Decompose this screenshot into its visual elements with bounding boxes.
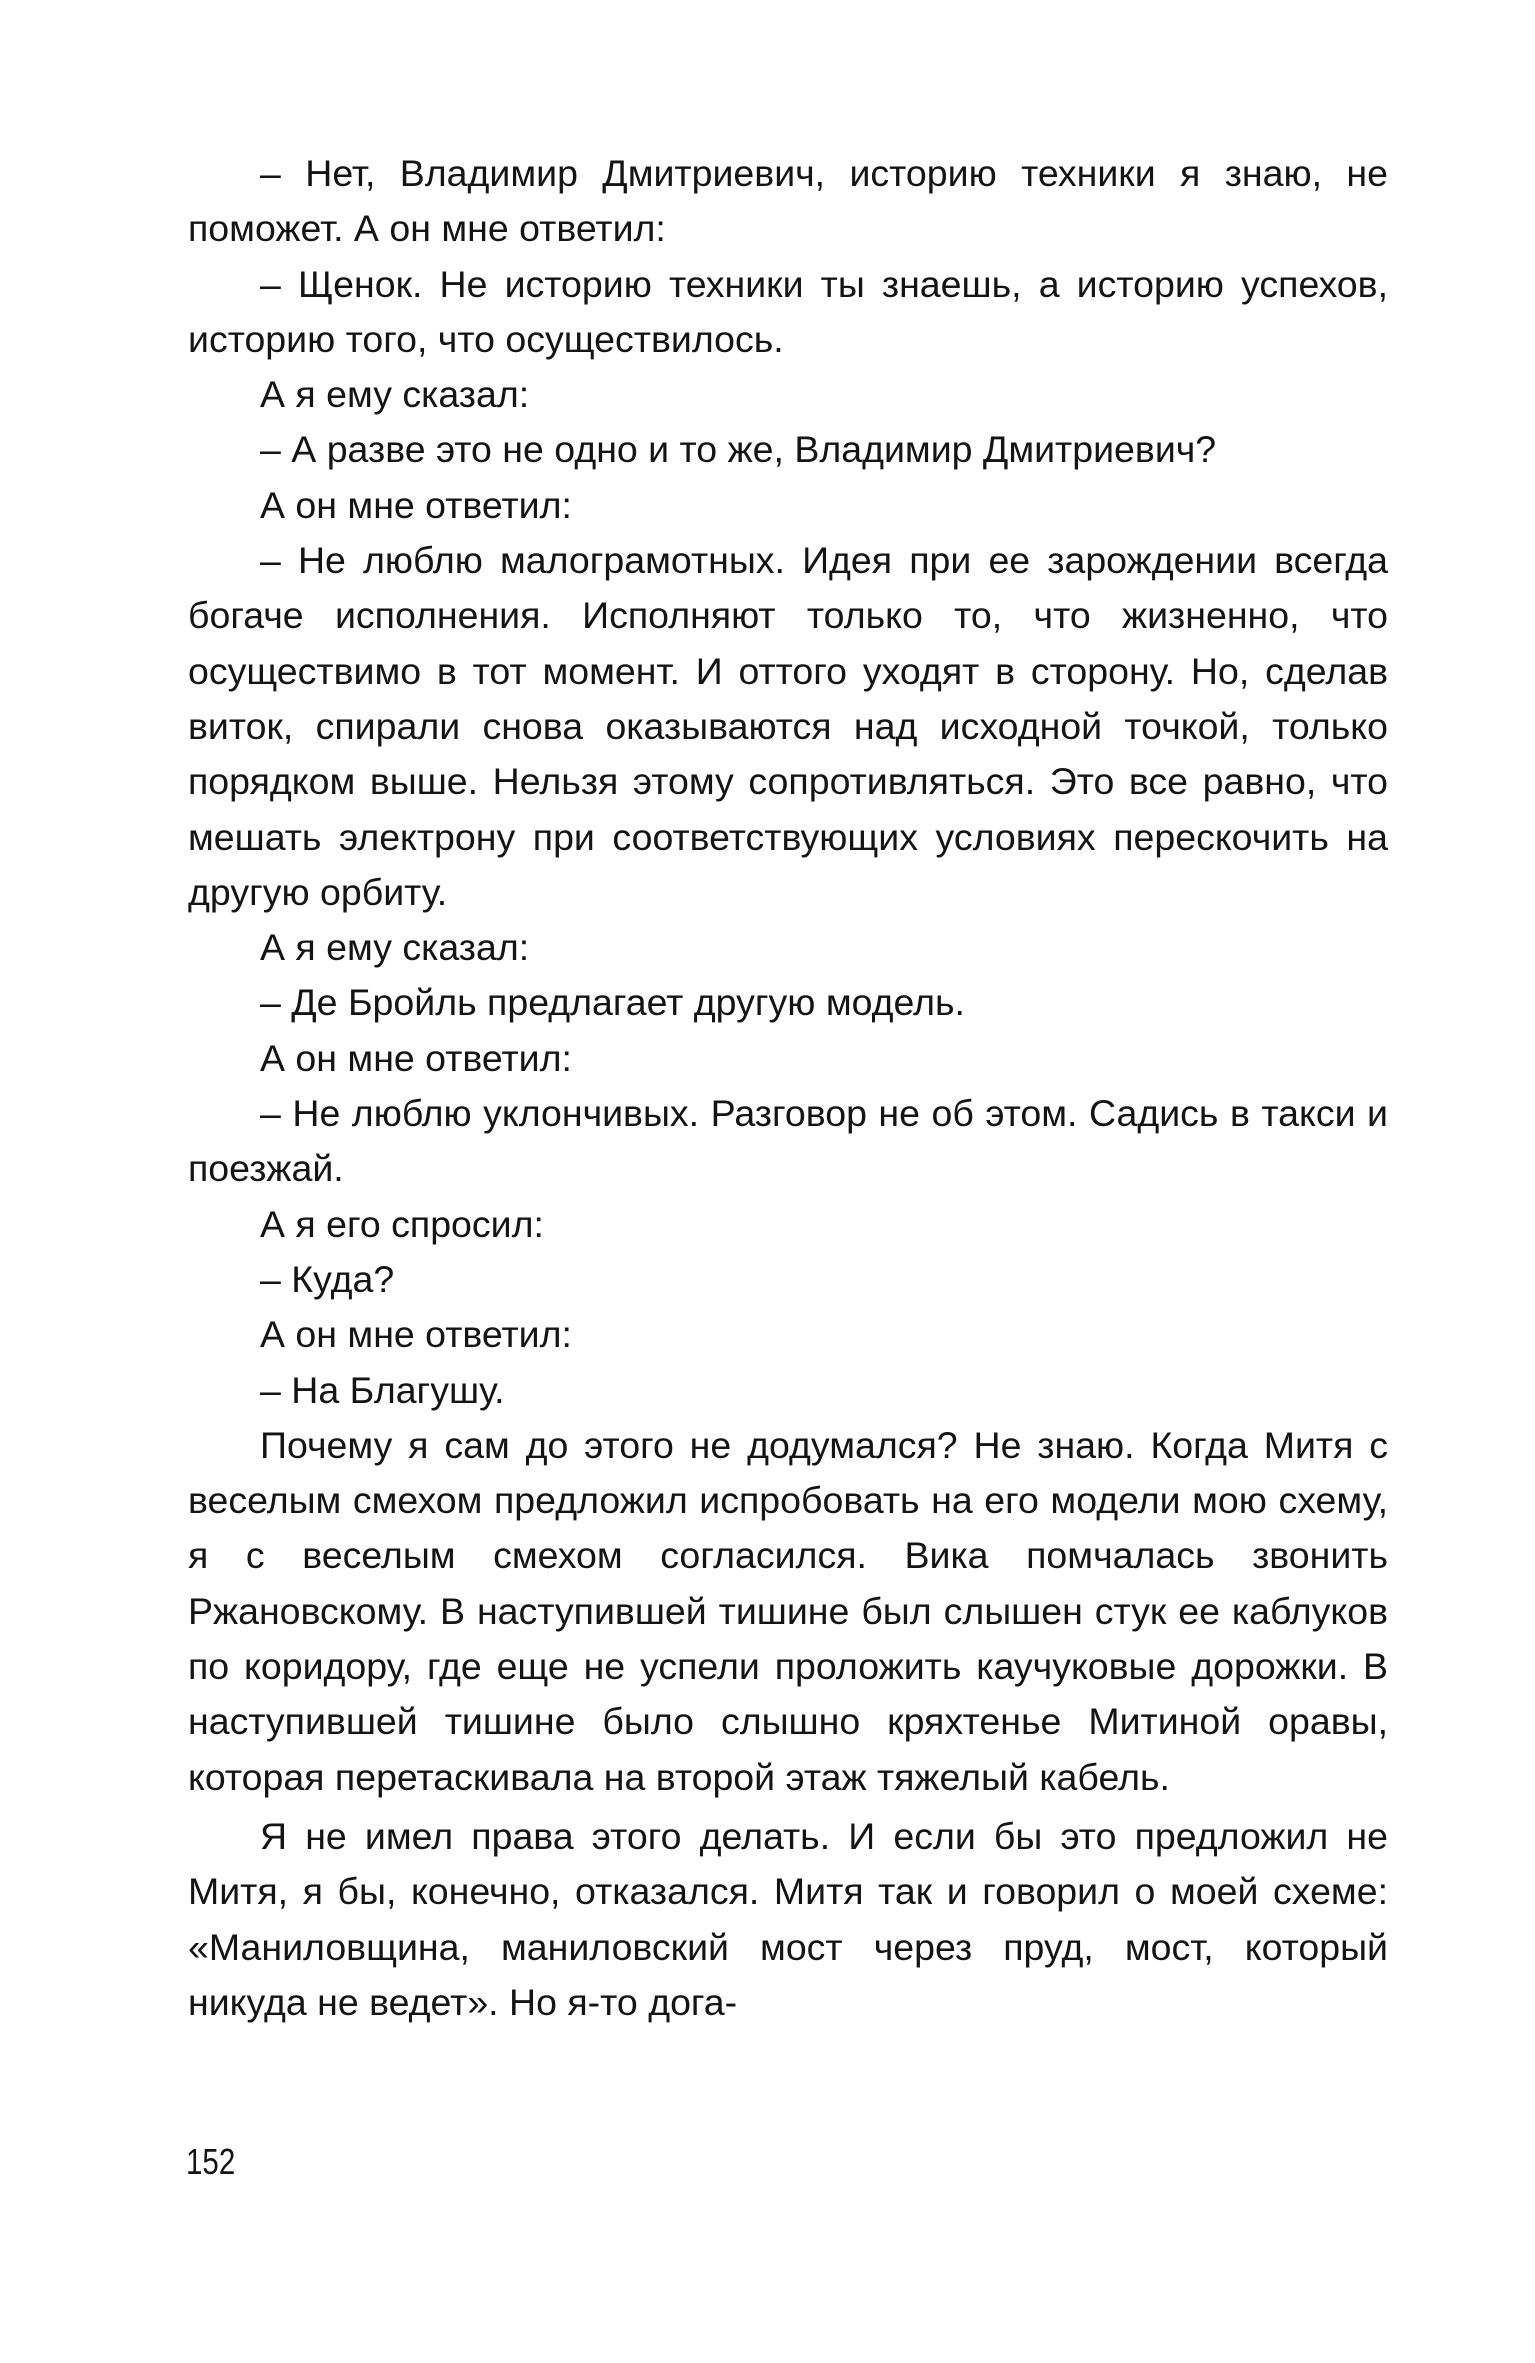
paragraph-narration: А он мне ответил: bbox=[260, 1036, 572, 1079]
paragraph-narration: Почему я сам до этого не додумался? Не знаю. Когда Митя с веселым смехом предложил испробовать на его модели мою схему, я с веселым смехом согласился. Вика помчалась звонить Ржановскому. В наступившей тишине был слышен стук ее каблуков по коридору, где еще не успели проложить каучуковые дорожки. В наступившей тишине было слышно кряхтенье Митиной оравы, которая перетаскивала на второй этаж тяжелый кабель. bbox=[188, 1423, 1388, 1798]
body-text bbox=[188, 146, 1388, 2030]
paragraph-narration: А он мне ответил: bbox=[260, 1313, 572, 1356]
paragraph-narration: А я его спросил: bbox=[260, 1202, 544, 1245]
paragraph-dialogue: – На Благушу. bbox=[260, 1368, 505, 1411]
paragraph-dialogue: – Куда? bbox=[260, 1257, 395, 1300]
paragraph-dialogue: – Де Бройль предлагает другую модель. bbox=[260, 981, 965, 1024]
paragraph-dialogue: – Не люблю уклончивых. Разговор не об этом. Садись в такси и поезжай. bbox=[188, 1092, 1388, 1190]
page-number: 152 bbox=[186, 2141, 236, 2182]
paragraph-dialogue: – Не люблю малограмотных. Идея при ее зарождении всегда богаче исполнения. Исполняют только то, что жизненно, что осуществимо в тот момент. И оттого уходят в сторону. Но, сделав виток, спирали снова оказываются над исходной точкой, только порядком выше. Нельзя этому сопротивляться. Это все равно, что мешать электрону при соответствующих условиях перескочить на другую орбиту. bbox=[188, 539, 1388, 913]
paragraph-dialogue: – А разве это не одно и то же, Владимир Дмитриевич? bbox=[260, 428, 1217, 471]
paragraph-dialogue: – Нет, Владимир Дмитриевич, историю техники я знаю, не поможет. А он мне ответил: bbox=[188, 152, 1388, 250]
paragraph-dialogue: – Щенок. Не историю техники ты знаешь, а историю успехов, историю того, что осуществилось. bbox=[188, 262, 1388, 360]
paragraph-narration: Я не имел права этого делать. И если бы это предложил не Митя, я бы, конечно, отказался. Митя так и говорил о моей схеме: «Маниловщина, маниловский мост через пруд, мост, который никуда не ведет». Но я-то дога- bbox=[188, 1814, 1388, 2023]
paragraph-narration: А я ему сказал: bbox=[260, 373, 530, 416]
paragraph-narration: А он мне ответил: bbox=[260, 483, 572, 526]
paragraph-narration: А я ему сказал: bbox=[260, 926, 530, 969]
